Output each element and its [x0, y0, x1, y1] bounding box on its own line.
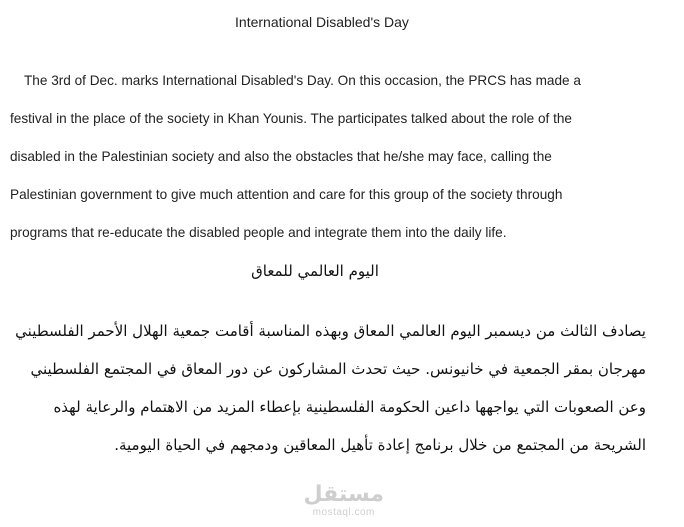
arabic-line-4: الشريحة من المجتمع من خلال برنامج إعادة تأهيل المعاقين ودمجهم في الحياة اليومية. [114, 436, 646, 454]
english-title: International Disabled's Day [235, 14, 409, 30]
arabic-line-2: مهرجان بمقر الجمعية في خانيونس. حيث تحدث المشاركون عن دور المعاق في المجتمع الفلسطيني [30, 360, 646, 378]
english-line-4: Palestinian government to give much attention and care for this group of the society through [10, 187, 563, 202]
english-line-5: programs that re-educate the disabled people and integrate them into the daily life. [10, 225, 507, 240]
mostaql-watermark-logo [304, 483, 384, 519]
arabic-paragraph [15, 312, 646, 464]
arabic-line-1: يصادف الثالث من ديسمبر اليوم العالمي المعاق وبهذه المناسبة أقامت جمعية الهلال الأحمر الفلسطيني [15, 322, 646, 340]
watermark-arabic-text: مستقل [303, 482, 384, 507]
watermark-latin-text: mostaql.com [312, 507, 375, 518]
english-line-1: The 3rd of Dec. marks International Disabled's Day. On this occasion, the PRCS has made a [24, 73, 581, 88]
english-line-3: disabled in the Palestinian society and also the obstacles that he/she may face, calling the [10, 149, 552, 164]
arabic-title: اليوم العالمي للمعاق [251, 262, 379, 280]
english-paragraph [10, 62, 650, 252]
arabic-line-3: وعن الصعوبات التي يواجهها داعين الحكومة الفلسطينية بإعطاء المزيد من الاهتمام والرعاية لهذه [53, 398, 646, 416]
english-line-2: festival in the place of the society in Khan Younis. The participates talked about the role of the [10, 111, 572, 126]
